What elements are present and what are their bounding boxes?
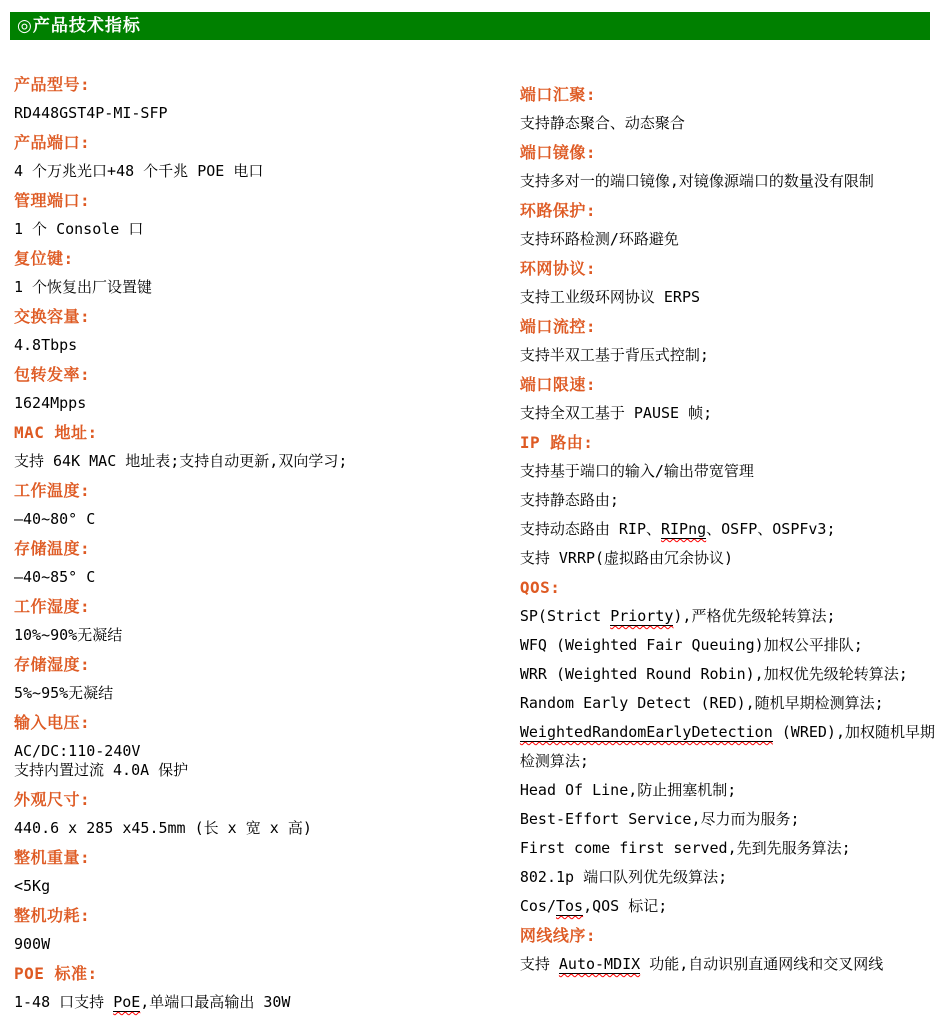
spec-text: WeightedRandomEarlyDetection (WRED),加权随机早期 检测算法; xyxy=(519,723,935,770)
spec-text: 支持静态聚合、动态聚合 xyxy=(519,114,685,132)
spec-heading: 存储温度: xyxy=(14,539,91,558)
underlined-term: WeightedRandomEarlyDetection xyxy=(519,723,773,741)
spec-text: 4.8Tbps xyxy=(14,336,78,354)
spec-heading: 端口汇聚: xyxy=(519,85,597,104)
spec-text: 1 个 Console 口 xyxy=(14,220,144,238)
spec-text: 1-48 口支持 PoE,单端口最高输出 30W xyxy=(14,993,291,1011)
spec-text: Head Of Line,防止拥塞机制; xyxy=(519,781,737,799)
spec-text: WFQ (Weighted Fair Queuing)加权公平排队; xyxy=(519,636,863,654)
spec-text: 5%~95%无凝结 xyxy=(14,684,114,702)
spec-heading: MAC 地址: xyxy=(14,423,98,442)
spec-text: —40~80° C xyxy=(14,510,96,528)
spec-text: 802.1p 端口队列优先级算法; xyxy=(519,868,728,886)
spec-heading: IP 路由: xyxy=(519,433,594,452)
spec-text: Random Early Detect (RED),随机早期检测算法; xyxy=(519,694,884,712)
section-title-bar xyxy=(10,12,930,40)
spec-text: RD448GST4P-MI-SFP xyxy=(14,104,168,122)
spec-heading: 端口镜像: xyxy=(519,143,597,162)
underlined-term: Tos xyxy=(556,897,584,915)
underlined-term: RIPng xyxy=(661,520,707,538)
spec-text: Best-Effort Service,尽力而为服务; xyxy=(519,810,800,828)
spec-text: 支持工业级环网协议 ERPS xyxy=(519,288,701,306)
spec-text: <5Kg xyxy=(14,877,51,895)
spec-text: 1624Mpps xyxy=(14,394,87,412)
spec-text: 900W xyxy=(14,935,51,953)
spec-heading: 端口限速: xyxy=(519,375,597,394)
spec-text: 10%~90%无凝结 xyxy=(14,626,123,644)
spec-heading: POE 标准: xyxy=(14,964,98,983)
spec-heading: 包转发率: xyxy=(14,365,91,384)
spec-text: —40~85° C xyxy=(14,568,96,586)
spec-text: 支持动态路由 RIP、RIPng、OSFP、OSPFv3; xyxy=(519,520,836,538)
spec-heading: QOS: xyxy=(519,578,561,597)
spec-text: 支持环路检测/环路避免 xyxy=(519,230,679,248)
underlined-term: Priorty xyxy=(610,607,674,625)
spec-text: 支持 Auto-MDIX 功能,自动识别直通网线和交叉网线 xyxy=(519,955,884,973)
spec-text: SP(Strict Priorty),严格优先级轮转算法; xyxy=(519,607,836,625)
spec-heading: 存储湿度: xyxy=(14,655,91,674)
spec-text: 支持多对一的端口镜像,对镜像源端口的数量没有限制 xyxy=(519,172,874,190)
spec-heading: 外观尺寸: xyxy=(14,790,91,809)
spec-heading: 整机功耗: xyxy=(14,906,91,925)
spec-text: First come first served,先到先服务算法; xyxy=(519,839,851,857)
spec-heading: 网线线序: xyxy=(519,926,597,945)
spec-text: 支持基于端口的输入/输出带宽管理 xyxy=(519,462,754,480)
underlined-term: PoE xyxy=(113,993,141,1011)
spec-heading: 整机重量: xyxy=(14,848,91,867)
spec-text: 支持 64K MAC 地址表;支持自动更新,双向学习; xyxy=(14,452,348,470)
spec-text: 440.6 x 285 x45.5mm (长 x 宽 x 高) xyxy=(14,819,312,837)
spec-heading: 环路保护: xyxy=(519,201,597,220)
underlined-term: Auto-MDIX xyxy=(558,955,641,973)
spec-heading: 产品型号: xyxy=(14,75,91,94)
spec-text: 支持 VRRP(虚拟路由冗余协议) xyxy=(519,549,734,567)
spec-text: 支持全双工基于 PAUSE 帧; xyxy=(519,404,713,422)
spec-column-right xyxy=(506,40,943,979)
spec-text: WRR (Weighted Round Robin),加权优先级轮转算法; xyxy=(519,665,908,683)
spec-heading: 产品端口: xyxy=(14,133,91,152)
spec-text: 4 个万兆光口+48 个千兆 POE 电口 xyxy=(14,162,264,180)
spec-heading: 环网协议: xyxy=(519,259,597,278)
spec-text: 支持半双工基于背压式控制; xyxy=(519,346,709,364)
spec-heading: 管理端口: xyxy=(14,191,91,210)
spec-heading: 输入电压: xyxy=(14,713,91,732)
spec-heading: 复位键: xyxy=(14,249,74,268)
spec-heading: 端口流控: xyxy=(519,317,597,336)
spec-text: 1 个恢复出厂设置键 xyxy=(14,278,153,296)
spec-heading: 工作温度: xyxy=(14,481,91,500)
spec-columns xyxy=(0,40,943,1017)
spec-heading: 工作湿度: xyxy=(14,597,91,616)
spec-column-left xyxy=(0,40,506,1017)
spec-text: Cos/Tos,QOS 标记; xyxy=(519,897,668,915)
spec-text: 支持静态路由; xyxy=(519,491,619,509)
page-title: ◎产品技术指标 xyxy=(17,16,141,36)
spec-heading: 交换容量: xyxy=(14,307,91,326)
spec-text: AC/DC:110-240V 支持内置过流 4.0A 保护 xyxy=(14,742,189,779)
